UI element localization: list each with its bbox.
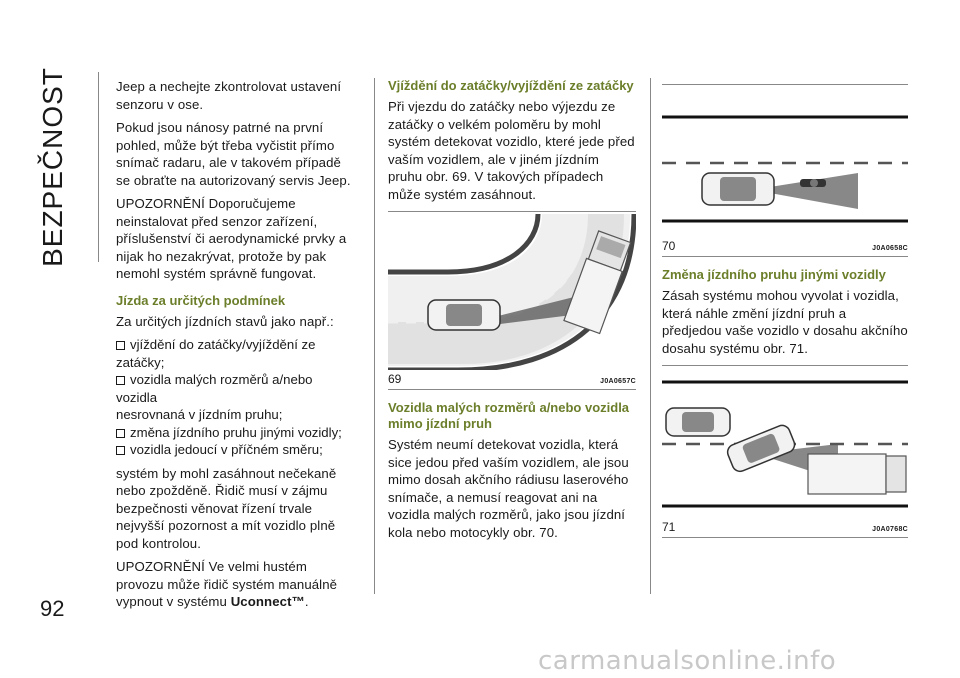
paragraph: Za určitých jízdních stavů jako např.: bbox=[116, 313, 334, 329]
truck bbox=[808, 454, 886, 494]
figure-71 bbox=[662, 365, 908, 538]
section-heading: Změna jízdního pruhu jinými vozidly bbox=[662, 267, 886, 282]
paragraph: Zásah systému mohou vyvolat i vozidla, která náhle změní jízdní pruh a předjedou vaše vozidlo v dosahu akčního dosahu systému obr. 71. bbox=[662, 288, 908, 356]
square-bullet-icon bbox=[116, 429, 125, 438]
paragraph: UPOZORNĚNÍ Doporučujeme neinstalovat před senzor zařízení, příslušenství či aerodynamické prvky a nijak ho nezakrývat, protože by pak nemohl systém správně fungovat. bbox=[116, 196, 347, 281]
bullet-list bbox=[116, 336, 356, 459]
list-item: vozidla jedoucí v příčném směru; bbox=[116, 441, 356, 459]
watermark: carmanualsonline.info bbox=[538, 646, 837, 676]
section-heading: Jízda za určitých podmínek bbox=[116, 292, 286, 308]
paragraph: Jeep a nechejte zkontrolovat ustavení senzoru v ose. bbox=[116, 79, 342, 112]
square-bullet-icon bbox=[116, 376, 125, 385]
motorcycle-illustration bbox=[662, 87, 908, 237]
column-separator bbox=[374, 78, 375, 594]
list-item: změna jízdního pruhu jinými vozidly; bbox=[116, 424, 356, 442]
section-heading: Vozidla malých rozměrů a/nebo vozidla mimo jízdní pruh bbox=[388, 400, 630, 431]
figure-caption: 69 J0A0657C bbox=[388, 370, 636, 390]
list-item: vozidla malých rozměrů a/nebo vozidla nesrovnaná v jízdním pruhu; bbox=[116, 372, 313, 422]
figure-caption: 70 J0A0658C bbox=[662, 237, 908, 257]
section-title: BEZPEČNOST bbox=[37, 67, 68, 267]
paragraph: systém by mohl zasáhnout nečekaně nebo zpožděně. Řidič musí v zájmu bezpečnosti věnovat řízení trvale nejvyšší pozornost a mít vozidlo plně pod kontrolou. bbox=[116, 465, 337, 551]
list-item: vjíždění do zatáčky/vyjíždění ze zatáčky; bbox=[116, 337, 316, 370]
paragraph: Systém neumí detekovat vozidla, která sice jedou před vaším vozidlem, ale jsou mimo dosah akčního rádiusu laserového snímače, a nemusí reagovat ani na vozidla malých rozměrů, jako jsou jízdní kola nebo motocykly obr. 70. bbox=[388, 437, 629, 540]
section-heading: Vjíždění do zatáčky/vyjíždění ze zatáčky bbox=[388, 78, 634, 93]
column-1 bbox=[116, 78, 356, 617]
title-divider bbox=[98, 72, 99, 262]
column-separator bbox=[650, 78, 651, 594]
paragraph: UPOZORNĚNÍ Ve velmi hustém provozu může řidič systém manuálně vypnout v systému Uconnect™. bbox=[116, 559, 338, 609]
figure-70 bbox=[662, 84, 908, 257]
lane-change-illustration bbox=[662, 368, 908, 518]
paragraph: Při vjezdu do zatáčky nebo výjezdu ze zatáčky o velkém poloměru by mohl systém detekovat vozidlo, které jede před vaším vozidlem, ale v jiném jízdním pruhu obr. 69. V takových případech může systém zasáhnout. bbox=[388, 99, 635, 202]
paragraph: Pokud jsou nánosy patrné na první pohled, může být třeba vyčistit přímo snímač radaru, ale v takovém případě se obraťte na autorizovaný servis Jeep. bbox=[116, 120, 351, 188]
curve-road-illustration bbox=[388, 214, 636, 370]
column-2 bbox=[388, 78, 636, 547]
column-3 bbox=[662, 84, 908, 546]
figure-69 bbox=[388, 211, 636, 390]
page-number: 92 bbox=[40, 596, 65, 621]
lane-changing-car bbox=[725, 423, 797, 474]
figure-caption: 71 J0A0768C bbox=[662, 518, 908, 538]
square-bullet-icon bbox=[116, 446, 125, 455]
square-bullet-icon bbox=[116, 341, 125, 350]
